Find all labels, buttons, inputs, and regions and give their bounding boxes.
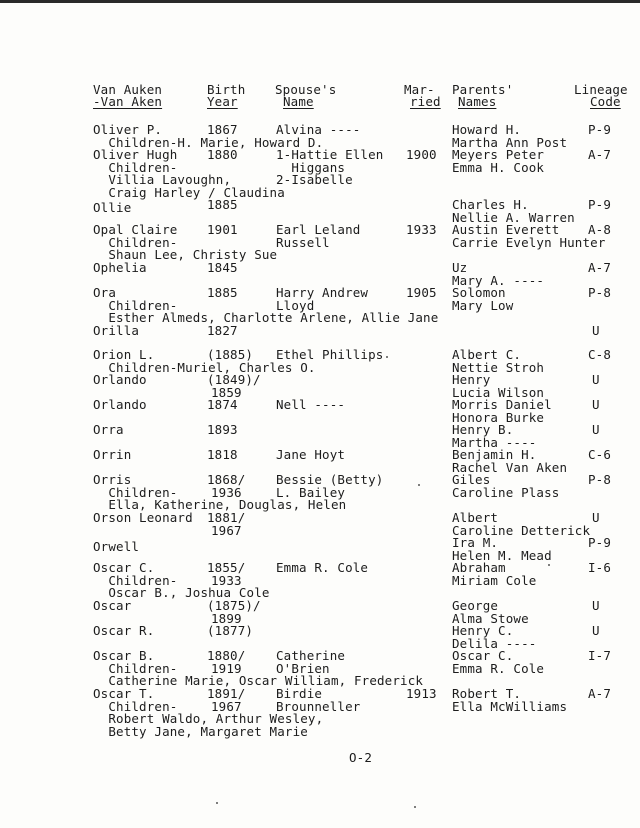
entry-lineage-code: U <box>592 422 600 437</box>
entry-parent-father: Austin Everett <box>452 222 560 237</box>
entry-spouse-continued: O'Brien <box>276 660 330 676</box>
entry-parent-mother: Carrie Evelyn Hunter <box>452 234 606 250</box>
entry-parent-father: Robert T. <box>452 686 522 701</box>
entry-spouse: Ethel Phillips <box>276 347 384 362</box>
entry-birth-year: 1827 <box>207 323 238 338</box>
entry-parent-mother: Nellie A. Warren <box>452 209 575 225</box>
entry-birth-year: 1880/ <box>207 648 246 663</box>
entry-children: Robert Waldo, Arthur Wesley, <box>93 711 324 726</box>
entry-parent-father: Oscar C. <box>452 648 514 663</box>
entry-spouse: Bessie (Betty) <box>276 472 384 487</box>
page-top-rule <box>0 0 640 3</box>
entry-children: Catherine Marie, Oscar William, Frederick <box>93 673 424 688</box>
entry-parent-father: Benjamin H. <box>452 447 537 462</box>
entry-married-year: 1913 <box>406 686 437 701</box>
entry-death-year: 1899 <box>211 610 242 626</box>
entry-name: Orilla <box>93 323 140 338</box>
entry-name: Orlando <box>93 372 147 387</box>
header-spouse-line2: Name <box>283 94 314 109</box>
entry-name: Orra <box>93 422 124 437</box>
entry-parent-father: Giles <box>452 472 491 487</box>
entry-married-year: 1933 <box>406 222 437 237</box>
entry-name: Orris <box>93 472 132 487</box>
entry-parent-father: Henry <box>452 372 491 387</box>
entry-spouse: Alvina ---- <box>276 122 361 137</box>
entry-parent-father: Howard H. <box>452 122 522 137</box>
entry-death-year: 1919 <box>211 660 242 676</box>
entry-name: Oscar <box>93 598 132 613</box>
entry-parent-mother: Miriam Cole <box>452 572 537 588</box>
entry-parent-mother: Rachel Van Aken <box>452 459 568 475</box>
entry-children: Children- <box>93 698 178 714</box>
entry-parent-mother: Caroline Detterick <box>452 522 591 538</box>
entry-birth-year: 1885 <box>207 197 238 212</box>
entry-married-year: 1900 <box>406 147 437 162</box>
entry-lineage-code: P-9 <box>588 197 612 212</box>
entry-parent-father: Albert <box>452 510 499 525</box>
entry-children: Ella, Katherine, Douglas, Helen <box>93 497 347 512</box>
header-parents-line2: Names <box>458 94 497 109</box>
entry-parent-father: Henry C. <box>452 623 514 638</box>
entry-parent-mother: Lucia Wilson <box>452 384 545 400</box>
entry-name: Ophelia <box>93 260 147 275</box>
entry-children: Villia Lavoughn, <box>93 172 232 187</box>
entry-birth-year: 1891/ <box>207 686 246 701</box>
entry-lineage-code: U <box>592 510 600 525</box>
entry-parent-mother: Ella McWilliams <box>452 698 568 714</box>
entry-name: Orson Leonard <box>93 510 193 525</box>
entry-children: Esther Almeds, Charlotte Arlene, Allie Jane <box>93 310 439 325</box>
entry-spouse: Jane Hoyt <box>276 447 346 462</box>
entry-children: Children- <box>93 234 178 250</box>
entry-name: Orrin <box>93 447 132 462</box>
scan-speck <box>216 802 218 804</box>
entry-name: Orwell <box>93 539 140 554</box>
entry-parent-mother: Emma R. Cole <box>452 660 545 676</box>
entry-married-year: 1905 <box>406 285 437 300</box>
scan-speck <box>414 806 416 808</box>
header-birth-line2: Year <box>207 94 238 109</box>
entry-lineage-code: A-7 <box>588 686 612 701</box>
entry-lineage-code: U <box>592 397 600 412</box>
entry-parent-father: Albert C. <box>452 347 522 362</box>
entry-name: Oliver P. <box>93 122 163 137</box>
entry-parent-mother: Delila ---- <box>452 635 537 651</box>
entry-birth-year: 1845 <box>207 260 238 275</box>
entry-parent-mother: Martha ---- <box>452 434 537 450</box>
entry-lineage-code: I-6 <box>588 560 612 575</box>
entry-lineage-code: I-7 <box>588 648 612 663</box>
entry-children: Shaun Lee, Christy Sue <box>93 247 278 262</box>
entry-spouse: Emma R. Cole <box>276 560 369 575</box>
entry-birth-year: 1855/ <box>207 560 246 575</box>
entry-birth-year: 1818 <box>207 447 238 462</box>
entry-birth-year: (1875)/ <box>207 598 261 613</box>
entry-spouse-continued: Lloyd <box>276 297 315 313</box>
entry-lineage-code: P-8 <box>588 285 612 300</box>
page-number: O-2 <box>349 750 373 765</box>
entry-parent-father: Meyers Peter <box>452 147 545 162</box>
entry-birth-year: 1880 <box>207 147 238 162</box>
entry-lineage-code: U <box>592 372 600 387</box>
entry-parent-father: Charles H. <box>452 197 529 212</box>
entry-name: Ora <box>93 285 117 300</box>
entry-spouse-continued: L. Bailey <box>276 484 346 500</box>
entry-lineage-code: P-8 <box>588 472 612 487</box>
entry-children: Children- <box>93 297 178 313</box>
entry-parent-father: Abraham <box>452 560 506 575</box>
entry-spouse: Catherine <box>276 648 346 663</box>
entry-spouse: Earl Leland <box>276 222 361 237</box>
entry-spouse: Harry Andrew <box>276 285 369 300</box>
entry-name: Oscar R. <box>93 623 155 638</box>
entry-birth-year: 1881/ <box>207 510 246 525</box>
header-parents-line1: Parents' <box>452 82 514 97</box>
entry-children: Craig Harley / Claudina <box>93 184 285 200</box>
entry-name: Orlando <box>93 397 147 412</box>
entry-lineage-code: C-8 <box>588 347 612 362</box>
entry-lineage-code: U <box>592 623 600 638</box>
entry-birth-year: 1868/ <box>207 472 246 487</box>
entry-birth-year: (1849)/ <box>207 372 261 387</box>
entry-children: Children-H. Marie, Howard D. <box>93 134 324 150</box>
header-lineage-line1: Lineage <box>574 82 628 97</box>
entry-lineage-code: U <box>592 598 600 613</box>
entry-name: Oscar T. <box>93 686 155 701</box>
entry-birth-year: 1867 <box>207 122 238 137</box>
entry-parent-mother: Honora Burke <box>452 409 545 425</box>
entry-death-year: 1967 <box>211 522 242 538</box>
header-married-line1: Mar- <box>404 82 435 97</box>
entry-parent-mother: Martha Ann Post <box>452 134 568 150</box>
entry-lineage-code: A-7 <box>588 260 612 275</box>
entry-children: Children- <box>93 484 178 500</box>
scan-speck <box>418 484 420 486</box>
entry-parent-father: Henry B. <box>452 422 514 437</box>
entry-name: Opal Claire <box>93 222 178 237</box>
entry-parent-father: Uz <box>452 260 468 275</box>
entry-birth-year: (1885) <box>207 347 254 362</box>
entry-children: Children- <box>93 660 178 676</box>
entry-birth-year: 1874 <box>207 397 238 412</box>
header-married-line2: ried <box>410 94 441 109</box>
entry-children: Betty Jane, Margaret Marie <box>93 723 308 739</box>
header-surname-line1: Van Auken <box>93 82 163 97</box>
entry-spouse-continued: 2-Isabelle <box>276 172 353 187</box>
entry-name: Oscar B. <box>93 648 155 663</box>
header-lineage-line2: Code <box>590 94 621 109</box>
entry-spouse: Birdie <box>276 686 323 701</box>
entry-death-year: 1933 <box>211 572 242 588</box>
entry-name: Oliver Hugh <box>93 147 178 162</box>
entry-lineage-code: A-7 <box>588 147 612 162</box>
entry-lineage-code: U <box>592 323 600 338</box>
entry-children: Children-Muriel, Charles O. <box>93 359 316 375</box>
entry-parent-father: Morris Daniel <box>452 397 552 412</box>
entry-parent-mother: Mary Low <box>452 297 514 313</box>
entry-parent-father: Solomon <box>452 285 506 300</box>
entry-lineage-code: P-9 <box>588 122 612 137</box>
entry-spouse-continued: Brounneller <box>276 698 361 714</box>
entry-lineage-code: A-8 <box>588 222 612 237</box>
header-birth-line1: Birth <box>207 82 246 97</box>
entry-parent-mother: Nettie Stroh <box>452 359 545 375</box>
header-surname-line2: -Van Aken <box>93 94 163 109</box>
entry-parent-mother: Alma Stowe <box>452 610 529 626</box>
entry-birth-year: (1877) <box>207 623 254 638</box>
entry-death-year: 1859 <box>211 384 242 400</box>
entry-name: Oscar C. <box>93 560 155 575</box>
entry-parent-father: George <box>452 598 499 613</box>
entry-parent-mother: Caroline Plass <box>452 484 560 500</box>
entry-birth-year: 1893 <box>207 422 238 437</box>
entry-birth-year: 1885 <box>207 285 238 300</box>
scan-speck <box>386 356 388 358</box>
entry-spouse-continued: Higgans <box>276 159 346 175</box>
entry-name: Ollie <box>93 200 132 215</box>
entry-death-year: 1967 <box>211 698 242 714</box>
entry-parent-mother: Helen M. Mead <box>452 547 552 563</box>
entry-spouse: Nell ---- <box>276 397 346 412</box>
entry-spouse: 1-Hattie Ellen <box>276 147 384 162</box>
header-spouse-line1: Spouse's <box>275 82 337 97</box>
entry-lineage-code: P-9 <box>588 535 612 550</box>
entry-parent-father: Ira M. <box>452 535 499 550</box>
entry-parent-mother: Mary A. ---- <box>452 272 545 288</box>
entry-children: Children- <box>93 159 178 175</box>
entry-parent-mother: Emma H. Cook <box>452 159 545 175</box>
entry-children: Children- <box>93 572 178 588</box>
entry-lineage-code: C-6 <box>588 447 612 462</box>
entry-spouse-continued: Russell <box>276 234 330 250</box>
entry-children: Oscar B., Joshua Cole <box>93 585 270 600</box>
entry-name: Orion L. <box>93 347 155 362</box>
scan-speck <box>548 564 550 566</box>
entry-birth-year: 1901 <box>207 222 238 237</box>
entry-death-year: 1936 <box>211 484 242 500</box>
